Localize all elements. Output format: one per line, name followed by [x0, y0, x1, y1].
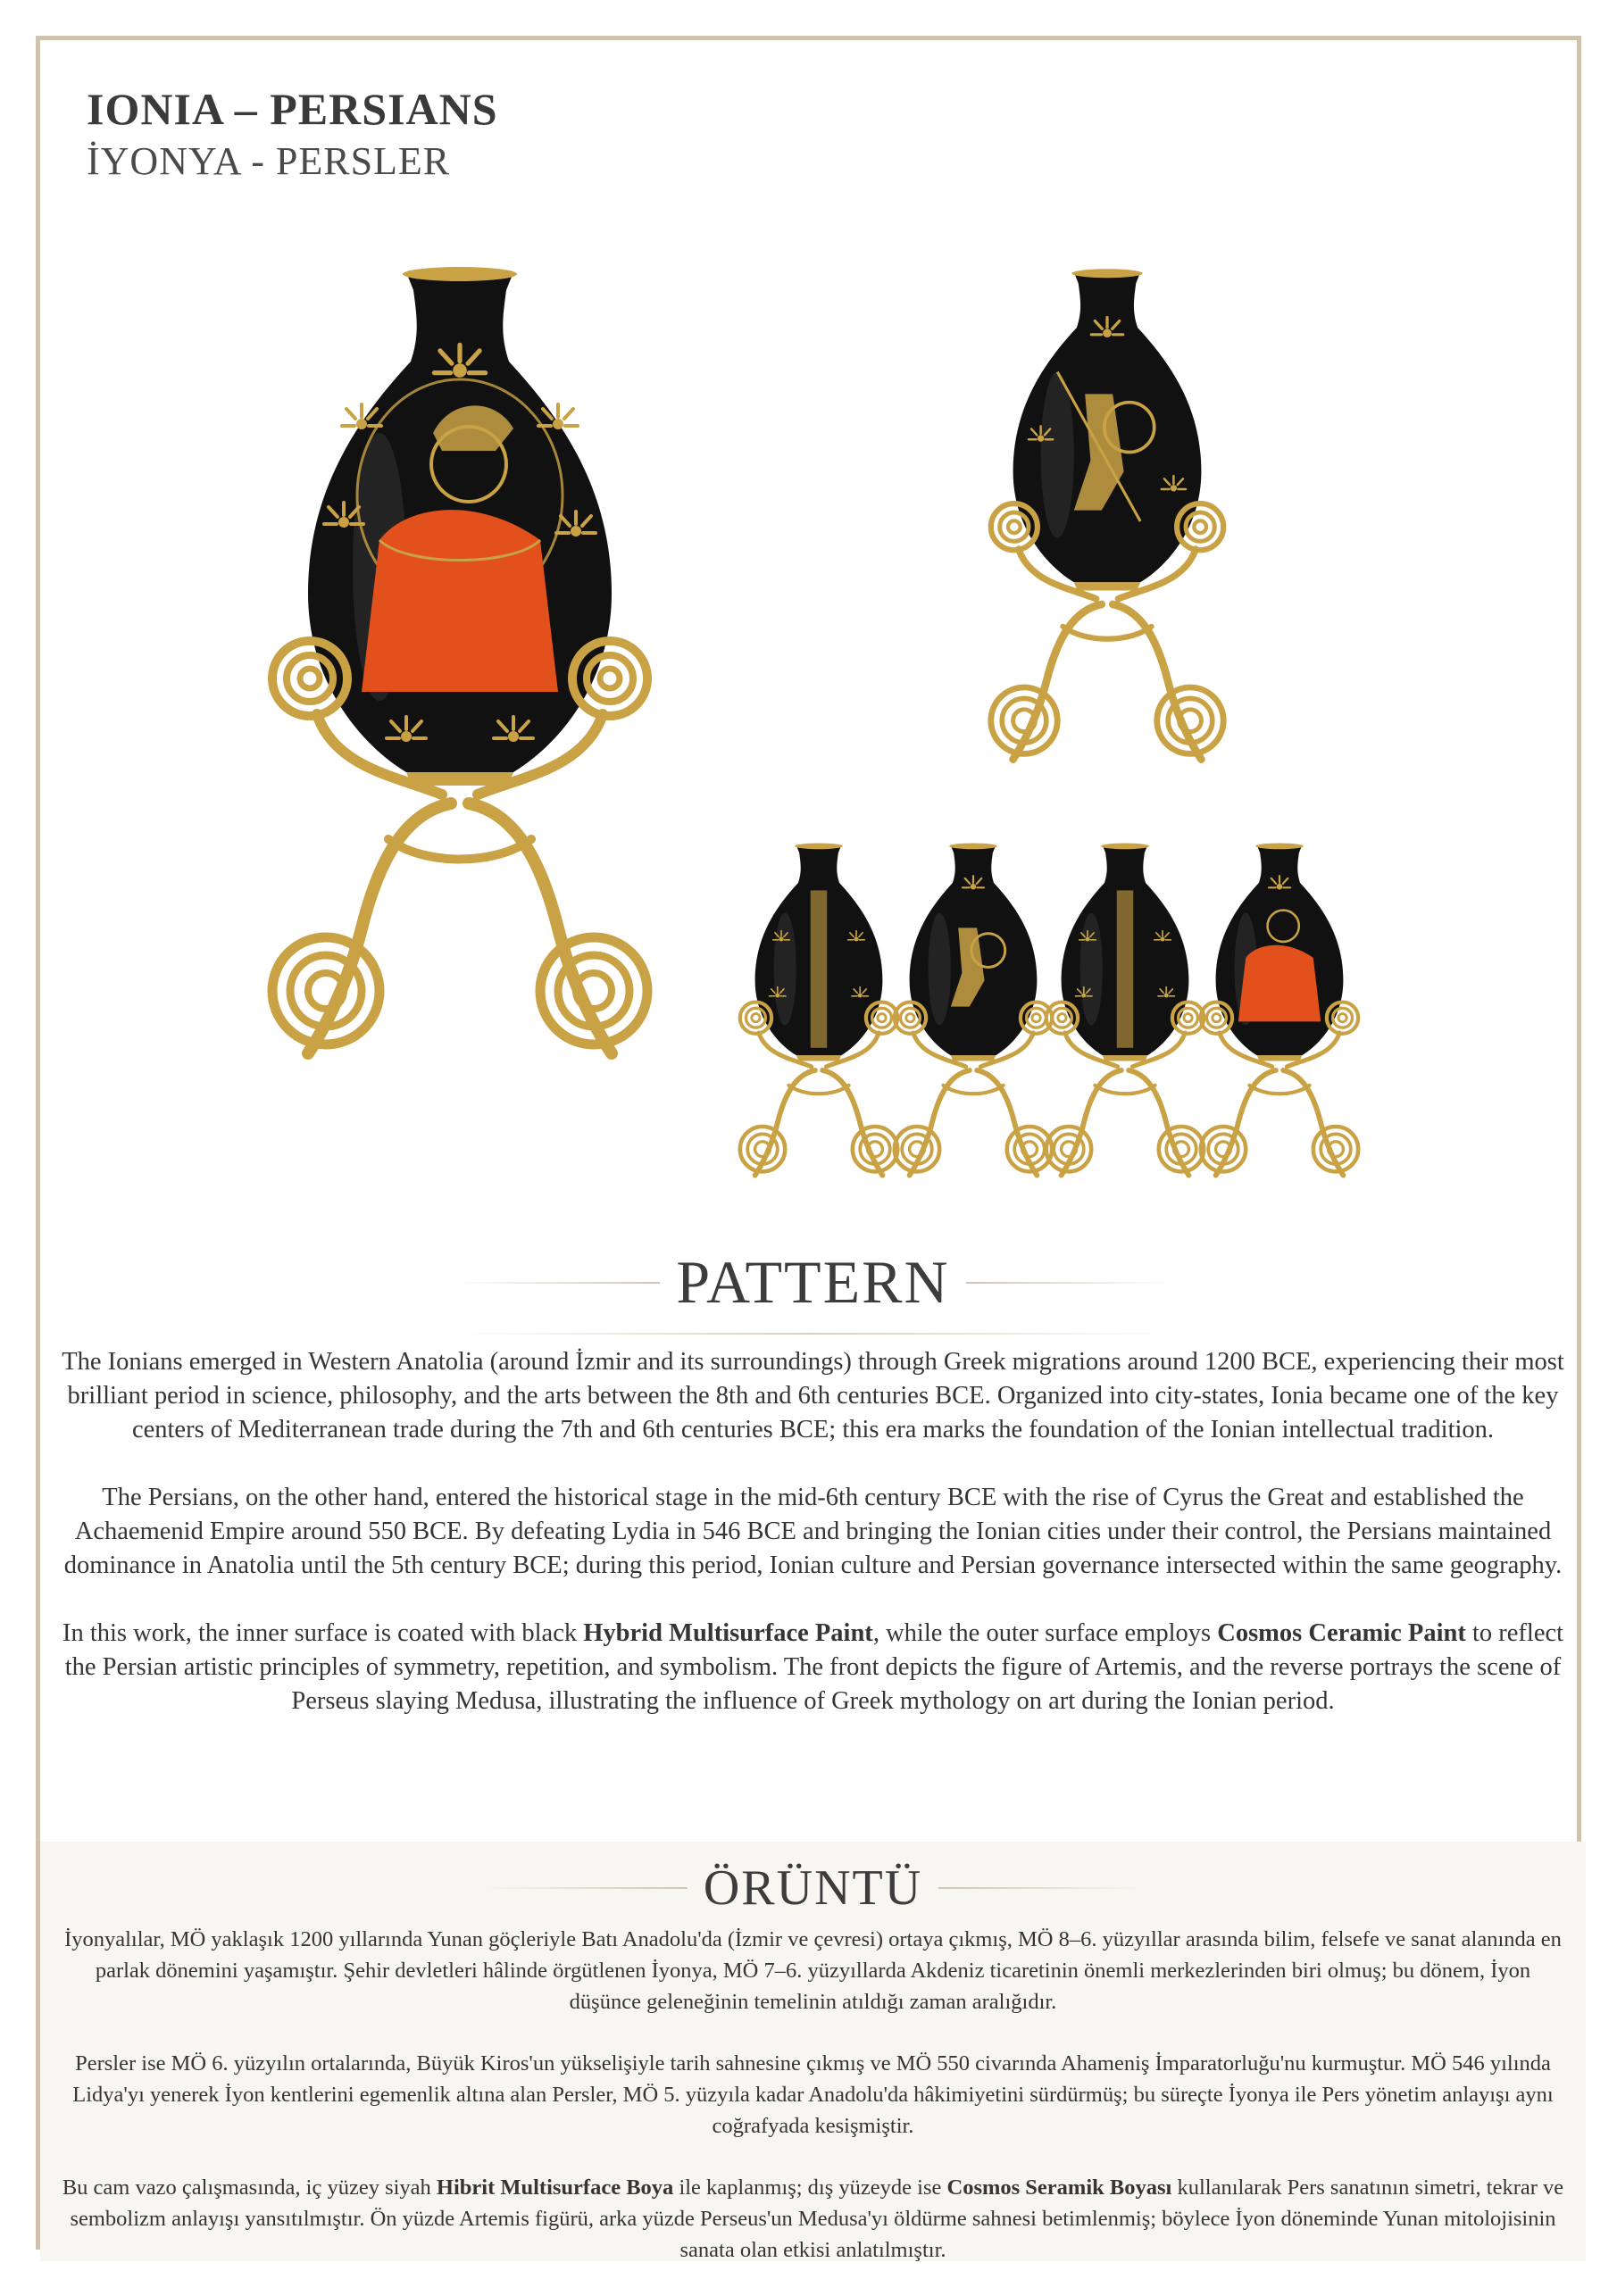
tr-bold-cosmos: Cosmos Seramik Boyası [946, 2175, 1172, 2200]
title-block [87, 83, 498, 184]
pattern-heading-row [40, 1247, 1586, 1318]
en-paragraph-1: The Ionians emerged in Western Anatolia (around İzmir and its surroundings) through Greek migrations around 1200 BCE, experiencing their most brilliant period in science, philosophy, and the arts between the 8th and 6th centuries BCE. Organized into city-states, Ionia became one of the key centers of Mediterranean trade during the 7th and 6th centuries BCE; this era marks the foundation of the Ionian intellectual tradition. [62, 1348, 1564, 1443]
turkish-section [40, 1842, 1586, 2261]
en-bold-hybrid: Hybrid Multisurface Paint [583, 1619, 873, 1647]
page-subtitle: İYONYA - PERSLER [87, 139, 451, 183]
pattern-heading: PATTERN [676, 1248, 950, 1316]
small-vase-4-image [1201, 843, 1358, 1175]
divider-line [938, 1887, 1144, 1889]
small-vase-3-image [1046, 843, 1204, 1175]
tr-paragraph-2: Persler ise MÖ 6. yüzyılın ortalarında, Büyük Kiros'un yükselişiyle tarih sahnesine çıkmış ve MÖ 550 civarında Ahameniş İmparatorluğu'nu kurmuştur. MÖ 546 yılında Lidya'yı yenerek İyon kentlerini egemenlik altına alan Persler, MÖ 5. yüzyıla kadar Anadolu'da hâkimiyetini sürdürmüş; bu süreçte İyonya ile Pers yönetim anlayışı aynı coğrafyada kesişmiştir. [72, 2051, 1554, 2138]
vase-gallery [40, 210, 1586, 1236]
large-vase-image [272, 267, 647, 1053]
divider-line [966, 1282, 1171, 1284]
small-vase-1-image [740, 843, 897, 1175]
tr-paragraph-1: İyonyalılar, MÖ yaklaşık 1200 yıllarında Yunan göçleriyle Batı Anadolu'da (İzmir ve çevresi) ortaya çıkmış, MÖ 8–6. yüzyıllar arasında bilim, felsefe ve sanat alanında en parlak dönemini yaşamıştır. Şehir devletleri hâlinde örgütlenen İyonya, MÖ 7–6. yüzyıllarda Akdeniz ticaretinin önemli merkezlerinden biri olmuş; bu dönem, İyon düşünce geleneğinin temelinin atıldığı zaman aralığıdır. [64, 1927, 1562, 2014]
heading-underline [460, 1333, 1165, 1335]
turkish-body [60, 1924, 1566, 2296]
oruntu-heading: ÖRÜNTÜ [703, 1860, 923, 1916]
page-title: IONIA – PERSIANS [87, 84, 498, 134]
small-vase-2-image [895, 843, 1052, 1175]
divider-line [454, 1282, 660, 1284]
medium-vase-image [991, 269, 1223, 759]
en-paragraph-2: The Persians, on the other hand, entered the historical stage in the mid-6th century BCE with the rise of Cyrus the Great and established the Achaemenid Empire around 550 BCE. By defeating Lydia in 546 BCE and bringing the Ionian cities under their control, the Persians maintained dominance in Anatolia until the 5th century BCE; during this period, Ionian culture and Persian governance intersected within the same geography. [63, 1484, 1563, 1579]
tr-bold-hibrit: Hibrit Multisurface Boya [436, 2175, 674, 2200]
en-paragraph-3: In this work, the inner surface is coated with black Hybrid Multisurface Paint, while the outer surface employs Cosmos Ceramic Paint to reflect the Persian artistic principles of symmetry, repetition, and symbolism. The front depicts the figure of Artemis, and the reverse portrays the scene of Perseus slaying Medusa, illustrating the influence of Greek mythology on art during the Ionian period. [62, 1619, 1564, 1715]
tr-paragraph-3: Bu cam vazo çalışmasında, iç yüzey siyah Hibrit Multisurface Boya ile kaplanmış; dış yüzeyde ise Cosmos Seramik Boyası kullanılarak Pers sanatının simetri, tekrar ve sembolizm anlayışı yansıtılmıştır. Ön yüzde Artemis figürü, arka yüzde Perseus'un Medusa'yı öldürme sahnesi betimlenmiş; böylece İyon döneminde Yunan mitolojisinin sanata olan etkisi anlatılmıştır. [62, 2175, 1564, 2262]
english-body [60, 1345, 1566, 1752]
page-frame [36, 36, 1581, 2262]
en-bold-cosmos: Cosmos Ceramic Paint [1217, 1619, 1466, 1647]
divider-line [482, 1887, 688, 1889]
oruntu-heading-row [40, 1859, 1586, 1917]
